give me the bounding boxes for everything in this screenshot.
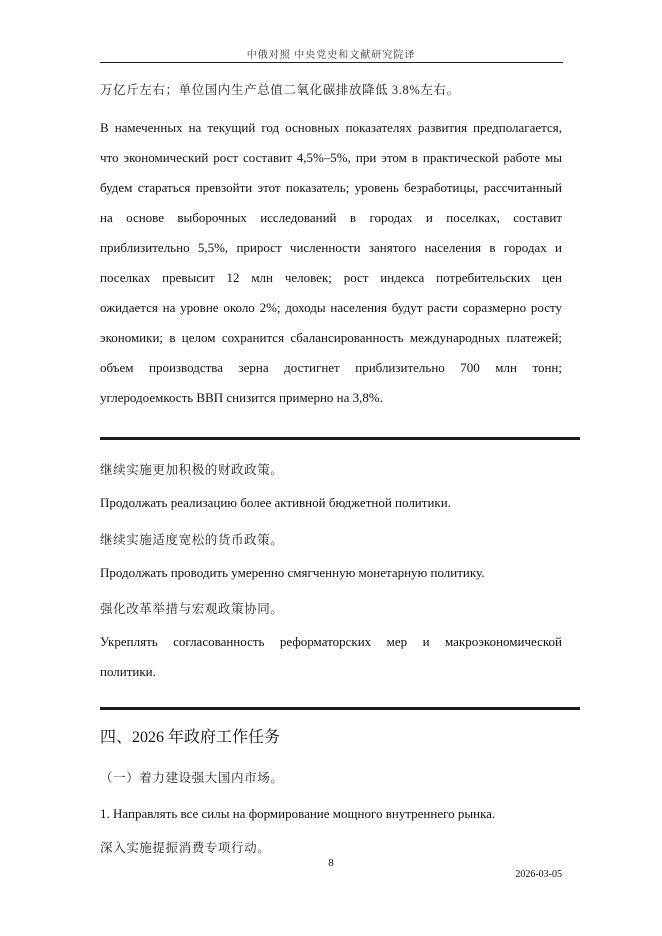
paragraph-line: углеродоемкость ВВП снизится примерно на 3,8%. (100, 390, 383, 405)
chinese-item-line: 深入实施提振消费专项行动。 (100, 841, 271, 855)
paragraph-line: В намеченных на текущий год основных показателях развития предполагается, (100, 120, 562, 135)
policy-zh-line: 继续实施更加积极的财政政策。 (100, 463, 284, 477)
russian-item-line: 1. Направлять все силы на формирование мощного внутреннего рынка. (100, 806, 496, 821)
footer-date: 2026-03-05 (515, 869, 562, 880)
running-header: 中俄对照 中央党史和文献研究院译 (246, 50, 416, 61)
page-number: 8 (328, 857, 334, 869)
policy-zh-line: 强化改革举措与宏观政策协同。 (100, 602, 284, 616)
section-divider (100, 437, 580, 440)
policy-zh-line: 继续实施适度宽松的货币政策。 (100, 533, 284, 547)
policy-ru-line: Продолжать проводить умеренно смягченную монетарную политику. (100, 565, 485, 580)
paragraph-line: будем стараться превзойти этот показатель; уровень безработицы, рассчитанный (100, 180, 562, 195)
paragraph-line: что экономический рост составит 4,5%–5%, при этом в практической работе мы (100, 150, 562, 165)
section-divider (100, 707, 580, 710)
paragraph-line: объем производства зерна достигнет приблизительно 700 млн тонн; (100, 360, 562, 375)
policy-ru-line: Укреплять согласованность реформаторских мер и макроэкономической (100, 634, 562, 649)
subsection-heading: （一）着力建设强大国内市场。 (100, 771, 284, 785)
paragraph-line: ожидается на уровне около 2%; доходы населения будут расти соразмерно росту (100, 300, 562, 315)
policy-ru-line: политики. (100, 664, 156, 679)
paragraph-line: поселках превысит 12 млн человек; рост индекса потребительских цен (100, 270, 562, 285)
section-heading: 四、2026 年政府工作任务 (100, 729, 281, 746)
policy-ru-line: Продолжать реализацию более активной бюджетной политики. (100, 495, 451, 510)
paragraph-line: на основе выборочных исследований в городах и поселках, составит (100, 210, 562, 225)
header-rule (100, 62, 563, 63)
paragraph-line: экономики; в целом сохранится сбалансированность международных платежей; (100, 330, 562, 345)
chinese-text-line: 万亿斤左右；单位国内生产总值二氧化碳排放降低 3.8%左右。 (100, 83, 460, 97)
paragraph-line: приблизительно 5,5%, прирост численности занятого населения в городах и (100, 240, 562, 255)
